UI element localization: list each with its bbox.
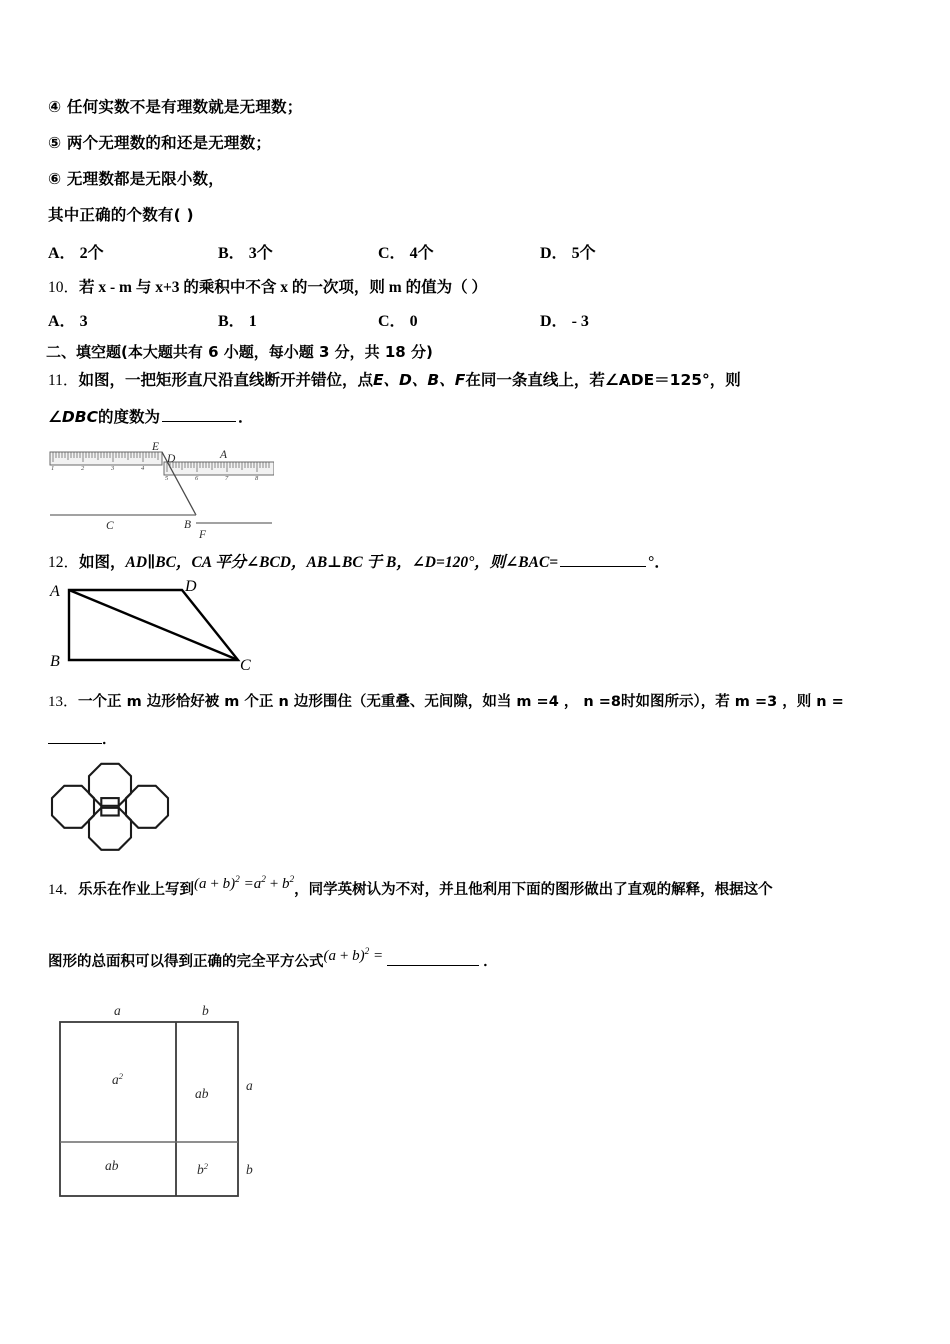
svg-text:8: 8	[255, 475, 259, 482]
square-cell-a2: $a^2$	[112, 1071, 123, 1087]
svg-text:4: 4	[141, 465, 145, 472]
octagon-left	[52, 786, 94, 828]
octagons-around-square-figure	[48, 760, 173, 852]
q14-formula-1: $(a + b)^2 =a^2 + b^2$	[194, 875, 295, 892]
svg-text:5: 5	[165, 475, 169, 482]
q13-number: 13．	[48, 694, 79, 710]
q14-text-b: ，同学英树认为不对，并且他利用下面的图形做出了直观的解释，根据这个	[294, 882, 773, 898]
square-cell-ab-bottom: ab	[105, 1158, 119, 1173]
q9-prompt: 其中正确的个数有( )	[48, 206, 194, 224]
trapezoid-label-D: D	[185, 578, 197, 595]
ruler-label-E: E	[152, 441, 160, 453]
trapezoid-label-B: B	[50, 653, 60, 670]
section-two-heading: 二、填空题(本大题共有 6 小题，每小题 3 分，共 18 分)	[46, 343, 433, 361]
q13-question-line1	[48, 690, 844, 711]
q9-option-a[interactable]: A． 2个	[48, 245, 104, 262]
q11-question-line2	[48, 405, 253, 427]
trapezoid-label-C: C	[240, 657, 251, 674]
q9-item-5: ⑤ 两个无理数的和还是无理数；	[48, 134, 272, 152]
q10-option-a[interactable]: A． 3	[48, 313, 88, 330]
svg-text:7: 7	[225, 475, 229, 482]
q10-options-row	[0, 308, 900, 330]
svg-text:3: 3	[111, 465, 115, 472]
q13-question-line2	[48, 728, 117, 749]
ruler-label-C: C	[106, 520, 114, 532]
q9-item-6: ⑥ 无理数都是无限小数，	[48, 170, 224, 188]
q11-number: 11．	[48, 372, 79, 389]
octagon-right	[126, 786, 168, 828]
broken-ruler-figure	[44, 437, 274, 542]
q9-options-row	[0, 240, 900, 262]
q11-points: E、D、B、F	[372, 371, 466, 389]
q9-item-4: ④ 任何实数不是有理数就是无理数；	[48, 98, 303, 116]
q11-text-b: 在同一条直线上，若∠ADE＝125°，则	[465, 371, 741, 389]
q10-question	[48, 275, 487, 297]
q11-period: ．	[237, 408, 254, 426]
q10-number: 10．	[48, 279, 80, 296]
q13-text: 一个正 m 边形恰好被 m 个正 n 边形围住（无重叠、无间隙，如当 m =4 ， n =8时如图所示），若 m =3 ，则 n =	[78, 694, 844, 710]
ruler-label-F: F	[199, 529, 207, 541]
q9-option-c[interactable]: C． 4个	[378, 245, 434, 262]
q10-option-c[interactable]: C． 0	[378, 313, 418, 330]
q10-option-d[interactable]: D． - 3	[540, 313, 589, 330]
q11-text-c: 的度数为	[97, 408, 160, 426]
q12-answer-blank[interactable]	[560, 565, 646, 567]
square-top-label-a: a	[114, 1003, 121, 1018]
q13-period: ．	[102, 732, 117, 748]
trapezoid-figure	[42, 578, 272, 674]
trapezoid-label-A: A	[50, 583, 60, 600]
square-cell-b2: $b^2$	[197, 1161, 208, 1177]
square-top-label-b: b	[202, 1003, 209, 1018]
ruler-label-A: A	[220, 449, 228, 461]
square-right-label-b: b	[246, 1162, 253, 1177]
q14-question-line2	[48, 947, 498, 971]
q12-text-b: AD∥BC，CA 平分∠BCD，AB⊥BC 于 B，∠D=120°，则∠BAC=	[125, 554, 559, 571]
q12-number: 12．	[48, 554, 80, 571]
q11-text-a: 如图，一把矩形直尺沿直线断开并错位，点	[78, 371, 373, 389]
q10-option-b[interactable]: B． 1	[218, 313, 257, 330]
q14-question-line1	[48, 875, 773, 899]
square-cell-ab-top: ab	[195, 1086, 209, 1101]
q12-text-c: °．	[648, 554, 670, 571]
q14-text-c: 图形的总面积可以得到正确的完全平方公式	[48, 954, 324, 970]
square-right-label-a: a	[246, 1078, 253, 1093]
q11-question-line1	[48, 368, 741, 390]
q9-option-b[interactable]: B． 3个	[218, 245, 273, 262]
q11-angle-dbc: ∠DBC	[48, 408, 98, 426]
ruler-label-D: D	[167, 453, 176, 465]
q14-period: ．	[483, 954, 498, 970]
q14-formula-2: $(a + b)^2$ =	[323, 947, 384, 964]
q12-question	[48, 550, 670, 572]
svg-text:1: 1	[51, 465, 55, 472]
svg-text:2: 2	[81, 465, 85, 472]
svg-text:6: 6	[195, 475, 199, 482]
octagon-top	[89, 764, 131, 806]
octagon-bottom	[89, 808, 131, 850]
q14-text-a: 乐乐在作业上写到	[78, 882, 195, 898]
q9-option-d[interactable]: D． 5个	[540, 245, 596, 262]
q12-text-a: 如图，	[79, 553, 126, 571]
ruler-label-B: B	[184, 519, 192, 531]
q11-answer-blank[interactable]	[162, 420, 236, 422]
q14-number: 14．	[48, 882, 79, 898]
q10-text: 若 x - m 与 x+3 的乘积中不含 x 的一次项，则 m 的值为（ ）	[79, 279, 487, 296]
q14-answer-blank[interactable]	[387, 964, 479, 966]
q13-answer-blank[interactable]	[48, 742, 102, 744]
square-area-model-figure	[52, 998, 262, 1203]
